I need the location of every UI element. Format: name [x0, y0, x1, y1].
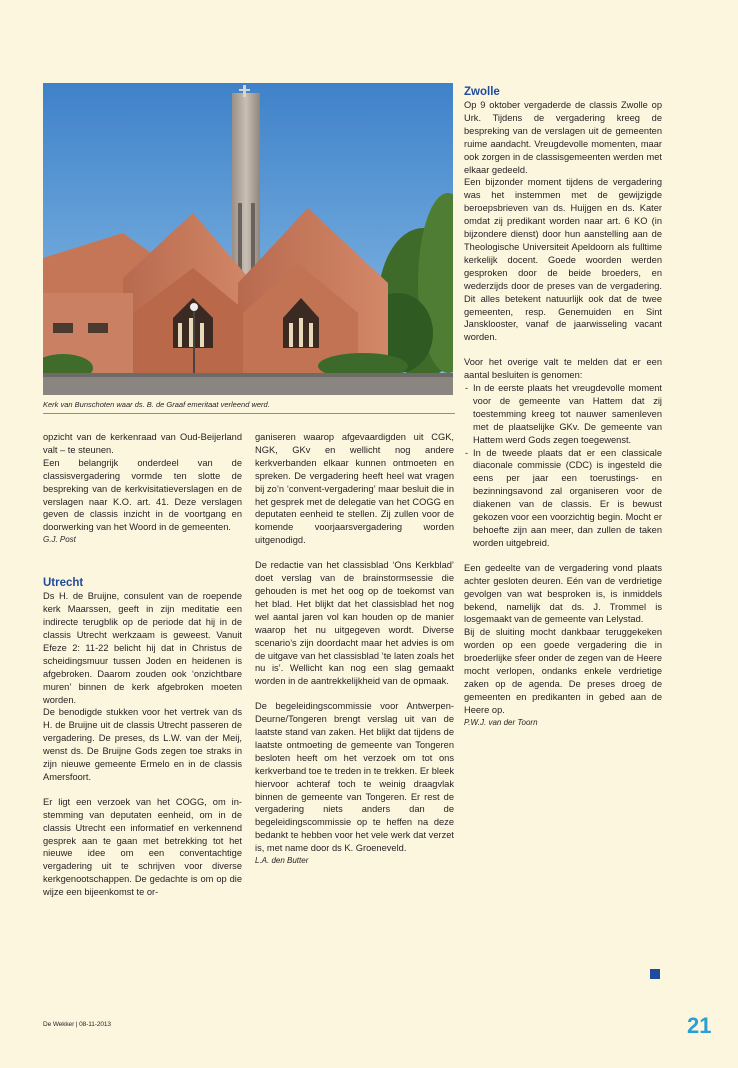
column-3 — [464, 85, 662, 729]
signature-post: G.J. Post — [43, 535, 76, 545]
list-item: - In de eerste plaats het vreugdevolle moment voor de gemeente van Hattem dat zij toestemming kreeg tot nauwer samenleven met de plaatselijke GKv. De gemeente van Hattem werd Gods zegen toegewenst. — [464, 382, 662, 447]
paragraph: Er ligt een verzoek van het COGG, om in-stemming van deputaten eenheid, om in de classis Utrecht een informatief en verkennend gesprek aan te gaan met betrekking tot het nieuwe idee om een conventachtige vergadering uit te schrijven voor diverse kerkgenootschappen. De gedachte is om op die wijze een bijeenkomst te or- — [43, 796, 242, 898]
paragraph: Een bijzonder moment tijdens de vergadering was het instemmen met de gewijzigde beroepsbrieven van ds. Huijgen en ds. Kater omdat zij predikant worden naar art. 6 KO (in bijzondere dienst) door hun aanstelling aan de Theologische Universiteit Apeldoorn als fulltime kerkelijk docent. Goede woorden werden gesproken door de beide broeders, en wederzijds door de preses van de vergadering. Dit alles betekent natuurlijk ook dat de twee gemeenten, resp. Genemuiden en Sint Jansklooster, vanaf de jaarwisseling vacant worden. — [464, 177, 662, 343]
paragraph: Voor het overige valt te melden dat er een aantal besluiten is genomen: — [464, 357, 662, 381]
paragraph: Een belangrijk onderdeel van de classisvergadering vormde ten slotte de bespreking van de kerkvisitatieverslagen en de verslagen naar K.O. art. 41. Deze verslagen geven de classis inzicht in de voortgang en doorwerking van het Woord in de gemeenten. — [43, 457, 242, 533]
caption-divider — [43, 413, 455, 414]
signature-van-der-toorn: P.W.J. van der Toorn — [464, 717, 538, 727]
signature-den-butter: L.A. den Butter — [255, 856, 309, 866]
paragraph: De redactie van het classisblad ‘Ons Kerkblad’ doet verslag van de brainstormsessie die gehouden is met het oog op de toekomst van het blad. Het blijkt dat het classisblad het nog wel aantal jaren vol kan houden op de manier waarop het nu uitgegeven wordt. Diverse scenario’s zijn doordacht maar het advies is om de uitgave van het classisblad ‘te laten zoals het nu is’. Wellicht kan nog een slag gemaakt worden in de aantrekkelijkheid van de opmaak. — [255, 560, 454, 687]
list-item: - In de tweede plaats dat er een classicale diaconale commissie (CDC) is ingesteld die eens per jaar een toerustings- en bezinningsavond zal organiseren voor de diakenen van de classis. Er is bewust gekozen voor een voorzichtig begin. Mocht er behoefte zijn aan meer, dan zullen de taken worden uitgebreid. — [464, 447, 662, 550]
decisions-list — [464, 382, 662, 550]
column-2 — [255, 431, 454, 867]
paragraph: Bij de sluiting mocht dankbaar teruggekeken worden op een goede vergadering die in broederlijke sfeer onder de zegen van de Heere mocht verlopen, ondanks enkele verdrietige zaken op de agenda. De preses droeg de gemeenten en predikanten in gebed aan de Heere op. — [464, 627, 662, 715]
paragraph: ganiseren waarop afgevaardigden uit CGK, NGK, GKv en wellicht nog andere kerkverbanden elkaar kunnen ontmoeten en spreken. De vergadering heeft heel wat vragen bij zo’n ‘convent-vergadering’ maar besluit die in het gesprek met de delegatie van het COGG en deputaten eenheid te stellen. Zij zullen voor de komende voorjaarsvergadering worden uitgenodigd. — [255, 432, 454, 546]
paragraph: Op 9 oktober vergaderde de classis Zwolle op Urk. Tijdens de vergadering kreeg de bespreking van de verslagen uit de gemeenten ruime aandacht. Vreugdevolle momenten, maar ook zorgen in de classisgemeenten werden met elkaar gedeeld. — [464, 100, 662, 175]
photo-caption: Kerk van Bunschoten waar ds. B. de Graaf emeritaat verleend werd. — [43, 400, 270, 409]
heading-utrecht: Utrecht — [43, 577, 84, 590]
paragraph: Een gedeelte van de vergadering vond plaats achter gesloten deuren. Eén van de verdrietige gevolgen van wat besproken is, is inmiddels bekend, namelijk dat ds. J. Trommel is losgemaakt van de gemeente van Lelystad. — [464, 562, 662, 625]
paragraph: De begeleidingscommissie voor Antwerpen-Deurne/Tongeren brengt verslag uit van de laatste stand van zaken. Het blijkt dat tijdens de laatste ontmoeting de gemeente van Tongeren besloten heeft om het verzoek om tot ons kerkverband toe te treden in te trekken. Er bleek hiervoor achteraf toch te weinig draagvlak binnen de gemeente van Tongeren. Er rest de vergadering niets anders dan de begeleidingscommissie op te heffen na deze bedankt te hebben voor het vele werk dat verzet is, met name door ds K. Groeneveld. — [255, 701, 454, 854]
paragraph: De benodigde stukken voor het vertrek van ds H. de Bruijne uit de classis Utrecht passeren de vergadering. De preses, ds L.W. van der Meij, wenst ds. De Bruijne Gods zegen toe straks in zijn nieuwe gemeente Ermelo en in de classis Amersfoort. — [43, 707, 242, 782]
footer-publication: De Wekker | 08-11-2013 — [43, 1021, 111, 1028]
column-1 — [43, 431, 242, 899]
church-photo — [43, 83, 453, 395]
heading-zwolle: Zwolle — [464, 86, 500, 98]
paragraph: opzicht van de kerkenraad van Oud-Beijerland valt – te steunen. — [43, 432, 242, 455]
page-number: 21 — [687, 1013, 712, 1038]
paragraph: Ds H. de Bruijne, consulent van de roepende kerk Maarssen, geeft in zijn meditatie een indirecte terugblik op de periode dat hij in de classis Utrecht werkzaam is geweest. Vanuit Efeze 2: 11-22 belicht hij dat in Christus de scheidingsmuur tussen Joden en heidenen is afgebroken. Daarom zouden ook ‘onzichtbare muren’ binnen de kerk afgebroken moeten worden. — [43, 591, 242, 705]
end-of-article-marker — [650, 969, 660, 979]
